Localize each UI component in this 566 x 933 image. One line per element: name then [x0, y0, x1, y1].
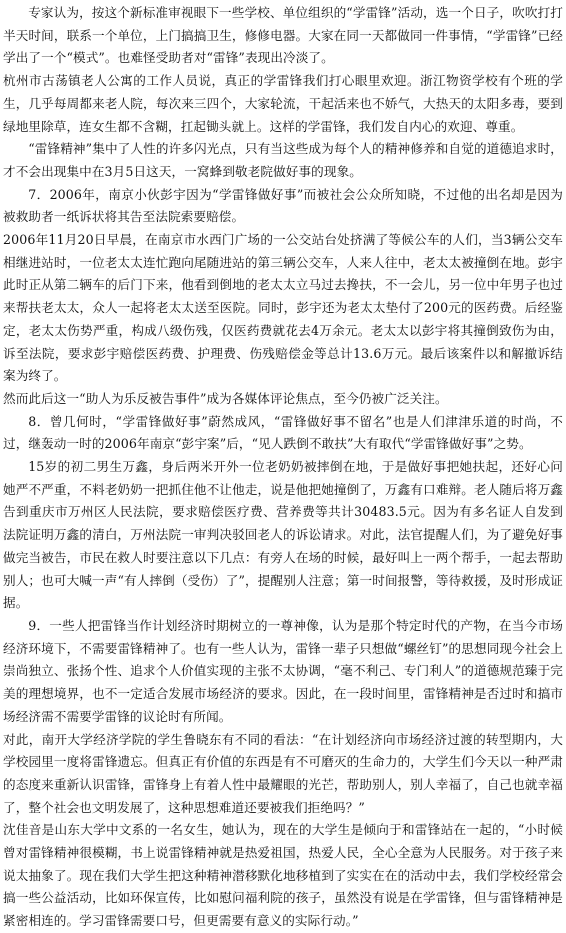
document-page — [3, 0, 563, 933]
paragraph-hangzhou-nursing-home: 杭州市古荡镇老人公寓的工作人员说，真正的学雷锋我们打心眼里欢迎。浙江物资学校有个班的学生，几乎每周都来老人院，每次来三四个，大家轮流，干起活来也不娇气，大热天的太阳多毒，要到绿地里除草，连女生都不含糊，扛起锄头就上。这样的学雷锋，我们发自内心的欢迎、尊重。 — [3, 73, 563, 134]
paragraph-expert-opinion: 专家认为，按这个新标准审视眼下一些学校、单位组织的“学雷锋”活动，选一个日子，吹吹打打半天时间，联系一个单位，上门搞搞卫生，修修电器。大家在同一天都做同一件事情，“学雷锋”已经学出了一个“模式”。也难怪受助者对“雷锋”表现出冷淡了。 — [3, 5, 563, 66]
paragraph-item-7: 7．2006年，南京小伙彭宇因为“学雷锋做好事”而被社会公众所知晓，不过他的出名却是因为被救助者一纸诉状将其告至法院索要赔偿。 — [3, 186, 563, 225]
paragraph-wan-xin-case: 15岁的初二男生万鑫，身后两米开外一位老奶奶被摔倒在地，于是做好事把她扶起，还好心问她严不严重，不料老奶奶一把抓住他不让他走，说是他把她撞倒了，万鑫有口难辩。老人随后将万鑫告到重庆市万州区人民法院，要求赔偿医疗费、营养费等共计30483.5元。因为有多名证人自发到法院证明万鑫的清白，万州法院一审判决驳回老人的诉讼请求。对此，法官提醒人们，为了避免好事做完当被告，市民在救人时要注意以下几点：有旁人在场的时候，最好叫上一两个帮手，一起去帮助别人；也可大喊一声“有人摔倒（受伤）了”，提醒别人注意；第一时间报警，等待救援，及时形成证据。 — [3, 459, 563, 611]
paragraph-peng-yu-case: 2006年11月20日早晨，在南京市水西门广场的一公交站台处挤满了等候公车的人们，当3辆公交车相继进站时，一位老太太连忙跑向尾随进站的第三辆公交车，人来人往中，老太太被撞倒在地。彭宇此时正从第二辆车的后门下来，他看到倒地的老太太立马过去搀扶，不一会儿，另一位中年男子也过来帮扶老太太，众人一起将老太太送至医院。同时，彭宇还为老太太垫付了200元的医药费。后经鉴定，老太太伤势严重，构成八级伤残，仅医药费就花去4万余元。老太太以彭宇将其撞倒致伤为由，诉至法院，要求彭宇赔偿医药费、护理费、伤残赔偿金等总计13.6万元。最后该案件以和解撤诉结案为终了。 — [3, 232, 563, 384]
paragraph-media-focus: 然而此后这一“助人为乐反被告事件”成为各媒体评论焦点，至今仍被广泛关注。 — [3, 390, 448, 406]
paragraph-shandong-student: 沈佳音是山东大学中文系的一名女生，她认为，现在的大学生是倾向于和雷锋站在一起的，“小时候曾对雷锋精神很模糊，书上说雷锋精神就是热爱祖国，热爱人民，全心全意为人民服务。对于孩子来说太抽象了。现在我们大学生把这种精神潜移默化地移植到了实实在在的活动中去，我们学校经常会搞一些公益活动，比如环保宣传，比如慰问福利院的孩子，虽然没有说是在学雷锋，但与雷锋精神是紧密相连的。学习雷锋需要口号，但更需要有意义的实际行动。” — [3, 822, 563, 929]
paragraph-item-8: 8．曾几何时，“学雷锋做好事”蔚然成风，“雷锋做好事不留名”也是人们津津乐道的时尚，不过，继轰动一时的2006年南京“彭宇案”后，“见人跌倒不敢扶”大有取代“学雷锋做好事”之势。 — [3, 413, 563, 452]
paragraph-nankai-student: 对此，南开大学经济学院的学生鲁晓东有不同的看法：“在计划经济向市场经济过渡的转型期内，大学校园里一度将雷锋遗忘。但真正有价值的东西是有不可磨灭的生命力的，大学生们今天以一种严肃的态度来重新认识雷锋，雷锋身上有着人性中最耀眼的光芒，帮助别人，别人幸福了，自己也就幸福了，整个社会也文明发展了，这种思想难道还要被我们拒绝吗？” — [3, 731, 563, 815]
paragraph-lei-feng-spirit: “雷锋精神”集中了人性的许多闪光点，只有当这些成为每个人的精神修养和自觉的道德追求时，才不会出现集中在3月5日这天，一窝蜂到敬老院做好事的现象。 — [3, 141, 563, 179]
paragraph-item-9: 9．一些人把雷锋当作计划经济时期树立的一尊神像，认为是那个特定时代的产物，在当今市场经济环境下，不需要雷锋精神了。也有一些人认为，雷锋一辈子只想做“螺丝钉”的思想同现今社会上崇尚独立、张扬个性、追求个人价值实现的主张不太协调，“毫不利己、专门利人”的道德规范臻于完美的理想境界，也不一定适合发展市场经济的要求。因此，在一段时间里，雷锋精神是否过时和搞市场经济需不需要学雷锋的议论时有所闻。 — [3, 617, 563, 724]
